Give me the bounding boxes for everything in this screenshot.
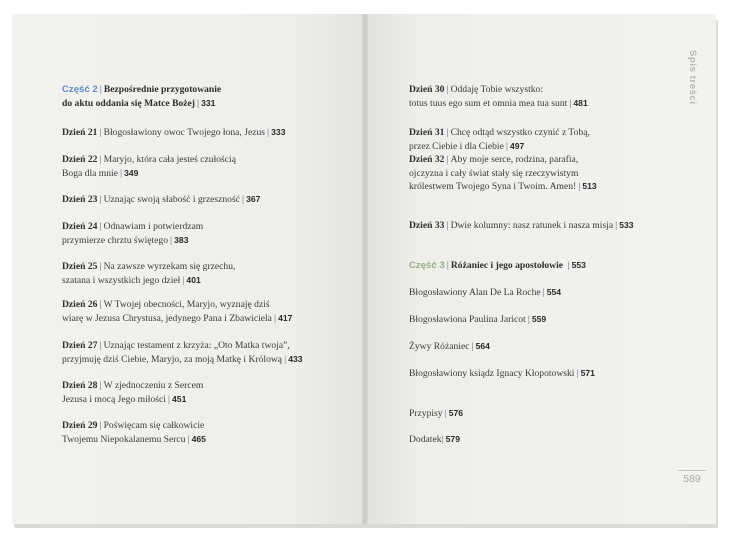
toc-entry-title: do aktu oddania się Matce Bożej	[62, 97, 195, 109]
toc-entry-title: przez Ciebie i dla Ciebie	[409, 140, 504, 152]
toc-entry-line	[62, 220, 203, 234]
toc-entry-title: W Twojej obecności, Maryjo, wyznaję dziś	[103, 299, 270, 310]
separator-bar: |	[615, 220, 618, 231]
toc-entry-title: Dodatek	[409, 434, 442, 445]
toc-entry-title: Na zawsze wyrzekam się grzechu,	[103, 261, 236, 272]
separator-bar: |	[567, 260, 570, 271]
toc-entry-label: Część 3	[409, 260, 445, 271]
toc-entry-line	[62, 97, 221, 111]
toc-page-number: 554	[546, 287, 562, 297]
toc-entry-line	[409, 407, 463, 421]
toc-entry-line	[409, 180, 597, 194]
toc-entry-label: Dzień 31	[409, 127, 445, 138]
separator-bar: |	[99, 221, 102, 232]
separator-bar: |	[576, 368, 579, 379]
separator-bar: |	[446, 154, 449, 165]
toc-page-number: 383	[174, 234, 189, 245]
toc-entry-title: przyjmuję dziś Ciebie, Maryjo, za moją Matkę i Królową	[62, 353, 283, 365]
page-number: 589	[678, 470, 706, 485]
toc-entry[interactable]	[62, 298, 292, 325]
separator-bar: |	[167, 393, 171, 405]
toc-entry-line	[62, 298, 292, 312]
separator-bar: |	[170, 234, 173, 246]
toc-page-number: 513	[582, 181, 597, 192]
toc-entry[interactable]	[409, 83, 588, 110]
toc-page-number: 367	[246, 194, 261, 204]
toc-entry-title: przymierze chrztu świętego	[62, 234, 169, 246]
separator-bar: |	[284, 353, 287, 365]
toc-entry-title: Dwie kolumny: nasz ratunek i nasza misja	[450, 220, 614, 231]
toc-entry[interactable]	[409, 286, 561, 300]
toc-entry-line	[409, 286, 561, 300]
toc-entry-line	[62, 312, 292, 326]
toc-entry[interactable]	[62, 220, 203, 247]
toc-entry[interactable]	[409, 407, 463, 421]
toc-entry-title: Jezusa i mocą Jego miłości	[62, 393, 166, 405]
toc-entry-title: ojczyzna i cały świat stały się rzeczywistym	[409, 167, 579, 179]
toc-page-number: 331	[201, 97, 216, 108]
toc-entry-line	[409, 97, 588, 111]
toc-entry-line	[409, 340, 490, 354]
toc-entry[interactable]	[409, 433, 460, 447]
separator-bar: |	[527, 314, 530, 325]
toc-entry-line	[62, 126, 285, 140]
separator-bar: |	[446, 84, 449, 95]
toc-entry-label: Dzień 29	[62, 420, 98, 431]
toc-entry-title: Aby moje serce, rodzina, parafia,	[450, 154, 579, 165]
toc-entry[interactable]	[409, 313, 546, 327]
toc-entry-line	[62, 83, 221, 97]
toc-page-number: 533	[619, 220, 634, 230]
separator-bar: |	[99, 380, 102, 391]
toc-entry-title: Chcę odtąd wszystko czynić z Tobą,	[450, 127, 590, 138]
toc-entry[interactable]	[409, 340, 490, 354]
book-gutter	[362, 14, 368, 524]
separator-bar: |	[446, 260, 449, 271]
toc-entry-line	[409, 140, 590, 154]
toc-entry-line	[409, 367, 595, 381]
separator-bar: |	[187, 433, 190, 445]
toc-entry-line	[62, 260, 235, 274]
toc-entry-line	[62, 379, 203, 393]
toc-entry-title: Twojemu Niepokalanemu Sercu	[62, 433, 186, 445]
toc-entry-label: Dzień 22	[62, 154, 98, 165]
toc-page-number: 401	[186, 274, 201, 285]
toc-entry-label: Dzień 23	[62, 194, 98, 205]
toc-entry[interactable]	[62, 419, 206, 446]
toc-entry-title: Błogosławiony Alan De La Roche	[409, 287, 541, 298]
toc-entry-title: Uznając testament z krzyża: „Oto Matka twoja”,	[103, 340, 290, 351]
toc-page-number: 497	[509, 140, 525, 151]
toc-entry[interactable]	[62, 260, 235, 287]
separator-bar: |	[99, 261, 102, 272]
toc-entry-line	[409, 126, 590, 140]
toc-entry-title: Przypisy	[409, 408, 443, 419]
separator-bar: |	[182, 274, 185, 286]
toc-entry-label: Dzień 26	[62, 299, 98, 310]
separator-bar: |	[99, 154, 102, 165]
toc-entry-line	[409, 153, 597, 167]
toc-page-number: 576	[448, 408, 464, 418]
toc-page-number: 333	[271, 127, 286, 137]
separator-bar: |	[119, 167, 123, 179]
toc-entry-line	[62, 433, 206, 447]
toc-entry-line	[409, 313, 546, 327]
toc-entry-label: Dzień 30	[409, 84, 445, 95]
separator-bar: |	[441, 434, 444, 445]
toc-page-number: 465	[191, 433, 206, 444]
toc-entry-label: Dzień 25	[62, 261, 98, 272]
separator-bar: |	[241, 194, 245, 205]
toc-entry[interactable]	[62, 379, 203, 406]
separator-bar: |	[578, 181, 581, 193]
toc-entry[interactable]	[409, 153, 597, 194]
separator-bar: |	[444, 408, 447, 419]
toc-entry[interactable]	[409, 367, 595, 381]
toc-entry[interactable]	[409, 259, 586, 273]
toc-entry-title: Odnawiam i potwierdzam	[103, 221, 204, 232]
separator-bar: |	[99, 194, 102, 205]
toc-entry-title: Błogosławiony owoc Twojego łona, Jezus	[103, 127, 266, 138]
separator-bar: |	[471, 341, 474, 352]
separator-bar: |	[99, 84, 102, 95]
separator-bar: |	[446, 220, 449, 231]
toc-page-number: 571	[580, 368, 595, 378]
toc-entry-label: Dzień 27	[62, 340, 98, 351]
toc-entry-line	[62, 419, 206, 433]
toc-entry-title: Poświęcam się całkowicie	[103, 420, 205, 431]
toc-page-number: 433	[288, 353, 303, 364]
toc-entry-title: szatana i wszystkich jego dzieł	[62, 274, 181, 286]
toc-entry-line	[409, 259, 586, 273]
toc-entry-line	[62, 274, 235, 288]
toc-entry[interactable]	[409, 219, 634, 233]
toc-entry[interactable]	[62, 193, 260, 207]
separator-bar: |	[99, 127, 102, 138]
toc-entry-label: Dzień 33	[409, 220, 445, 231]
toc-page-number: 559	[531, 314, 547, 324]
section-tab: Spis treści	[687, 50, 698, 105]
toc-entry-title: królestwem Twojego Syna i Twoim. Amen!	[409, 181, 577, 193]
toc-entry-title: Błogosławiony ksiądz Ignacy Kłopotowski	[409, 368, 575, 379]
toc-entry-label: Dzień 24	[62, 221, 98, 232]
toc-entry-label: Dzień 28	[62, 380, 98, 391]
toc-page-number: 579	[445, 434, 460, 444]
toc-entry-title: Błogosławiona Paulina Jaricot	[409, 314, 526, 325]
toc-entry-line	[409, 433, 460, 447]
toc-entry-line	[409, 83, 588, 97]
separator-bar: |	[446, 127, 449, 138]
toc-page-number: 481	[573, 97, 588, 108]
separator-bar: |	[505, 140, 508, 152]
toc-page-number: 451	[172, 393, 187, 404]
separator-bar: |	[273, 312, 277, 324]
toc-entry-line	[62, 353, 303, 367]
toc-entry-line	[62, 393, 203, 407]
toc-entry[interactable]	[62, 126, 285, 140]
toc-entry-line	[62, 167, 236, 181]
toc-entry-line	[62, 339, 303, 353]
separator-bar: |	[99, 420, 102, 431]
toc-entry-title: totus tuus ego sum et omnia mea tua sunt	[409, 97, 568, 109]
toc-entry-line	[62, 193, 260, 207]
separator-bar: |	[569, 97, 572, 109]
toc-entry-line	[62, 153, 236, 167]
separator-bar: |	[542, 287, 545, 298]
toc-entry-title: Bezpośrednie przygotowanie	[103, 84, 222, 95]
toc-entry-title: W zjednoczeniu z Sercem	[103, 380, 204, 391]
toc-page-number: 349	[124, 167, 139, 178]
toc-entry[interactable]	[62, 83, 221, 110]
separator-bar: |	[99, 340, 102, 351]
toc-entry[interactable]	[409, 126, 590, 153]
toc-entry-title: Uznając swoją słabość i grzeszność	[103, 194, 240, 205]
separator-bar: |	[196, 97, 200, 109]
separator-bar: |	[99, 299, 102, 310]
toc-entry-title: Żywy Różaniec	[409, 341, 470, 352]
toc-entry[interactable]	[62, 339, 303, 366]
toc-entry-title: wiarę w Jezusa Chrystusa, jedynego Pana i Zbawiciela	[62, 312, 272, 324]
toc-entry-line	[62, 234, 203, 248]
toc-page-number: 417	[278, 312, 293, 323]
separator-bar: |	[267, 127, 270, 138]
toc-entry-label: Dzień 32	[409, 154, 445, 165]
toc-entry-label: Część 2	[62, 84, 98, 95]
toc-entry[interactable]	[62, 153, 236, 180]
toc-entry-title: Różaniec i jego apostołowie	[450, 260, 566, 271]
toc-page-number: 553	[571, 260, 586, 270]
toc-entry-title: Boga dla mnie	[62, 167, 118, 179]
toc-entry-line	[409, 167, 597, 181]
toc-entry-label: Dzień 21	[62, 127, 98, 138]
toc-entry-title: Oddaję Tobie wszystko:	[450, 84, 543, 95]
toc-entry-title: Maryjo, która cała jesteś czułością	[103, 154, 236, 165]
toc-entry-line	[409, 219, 634, 233]
toc-page-number: 564	[475, 341, 490, 351]
